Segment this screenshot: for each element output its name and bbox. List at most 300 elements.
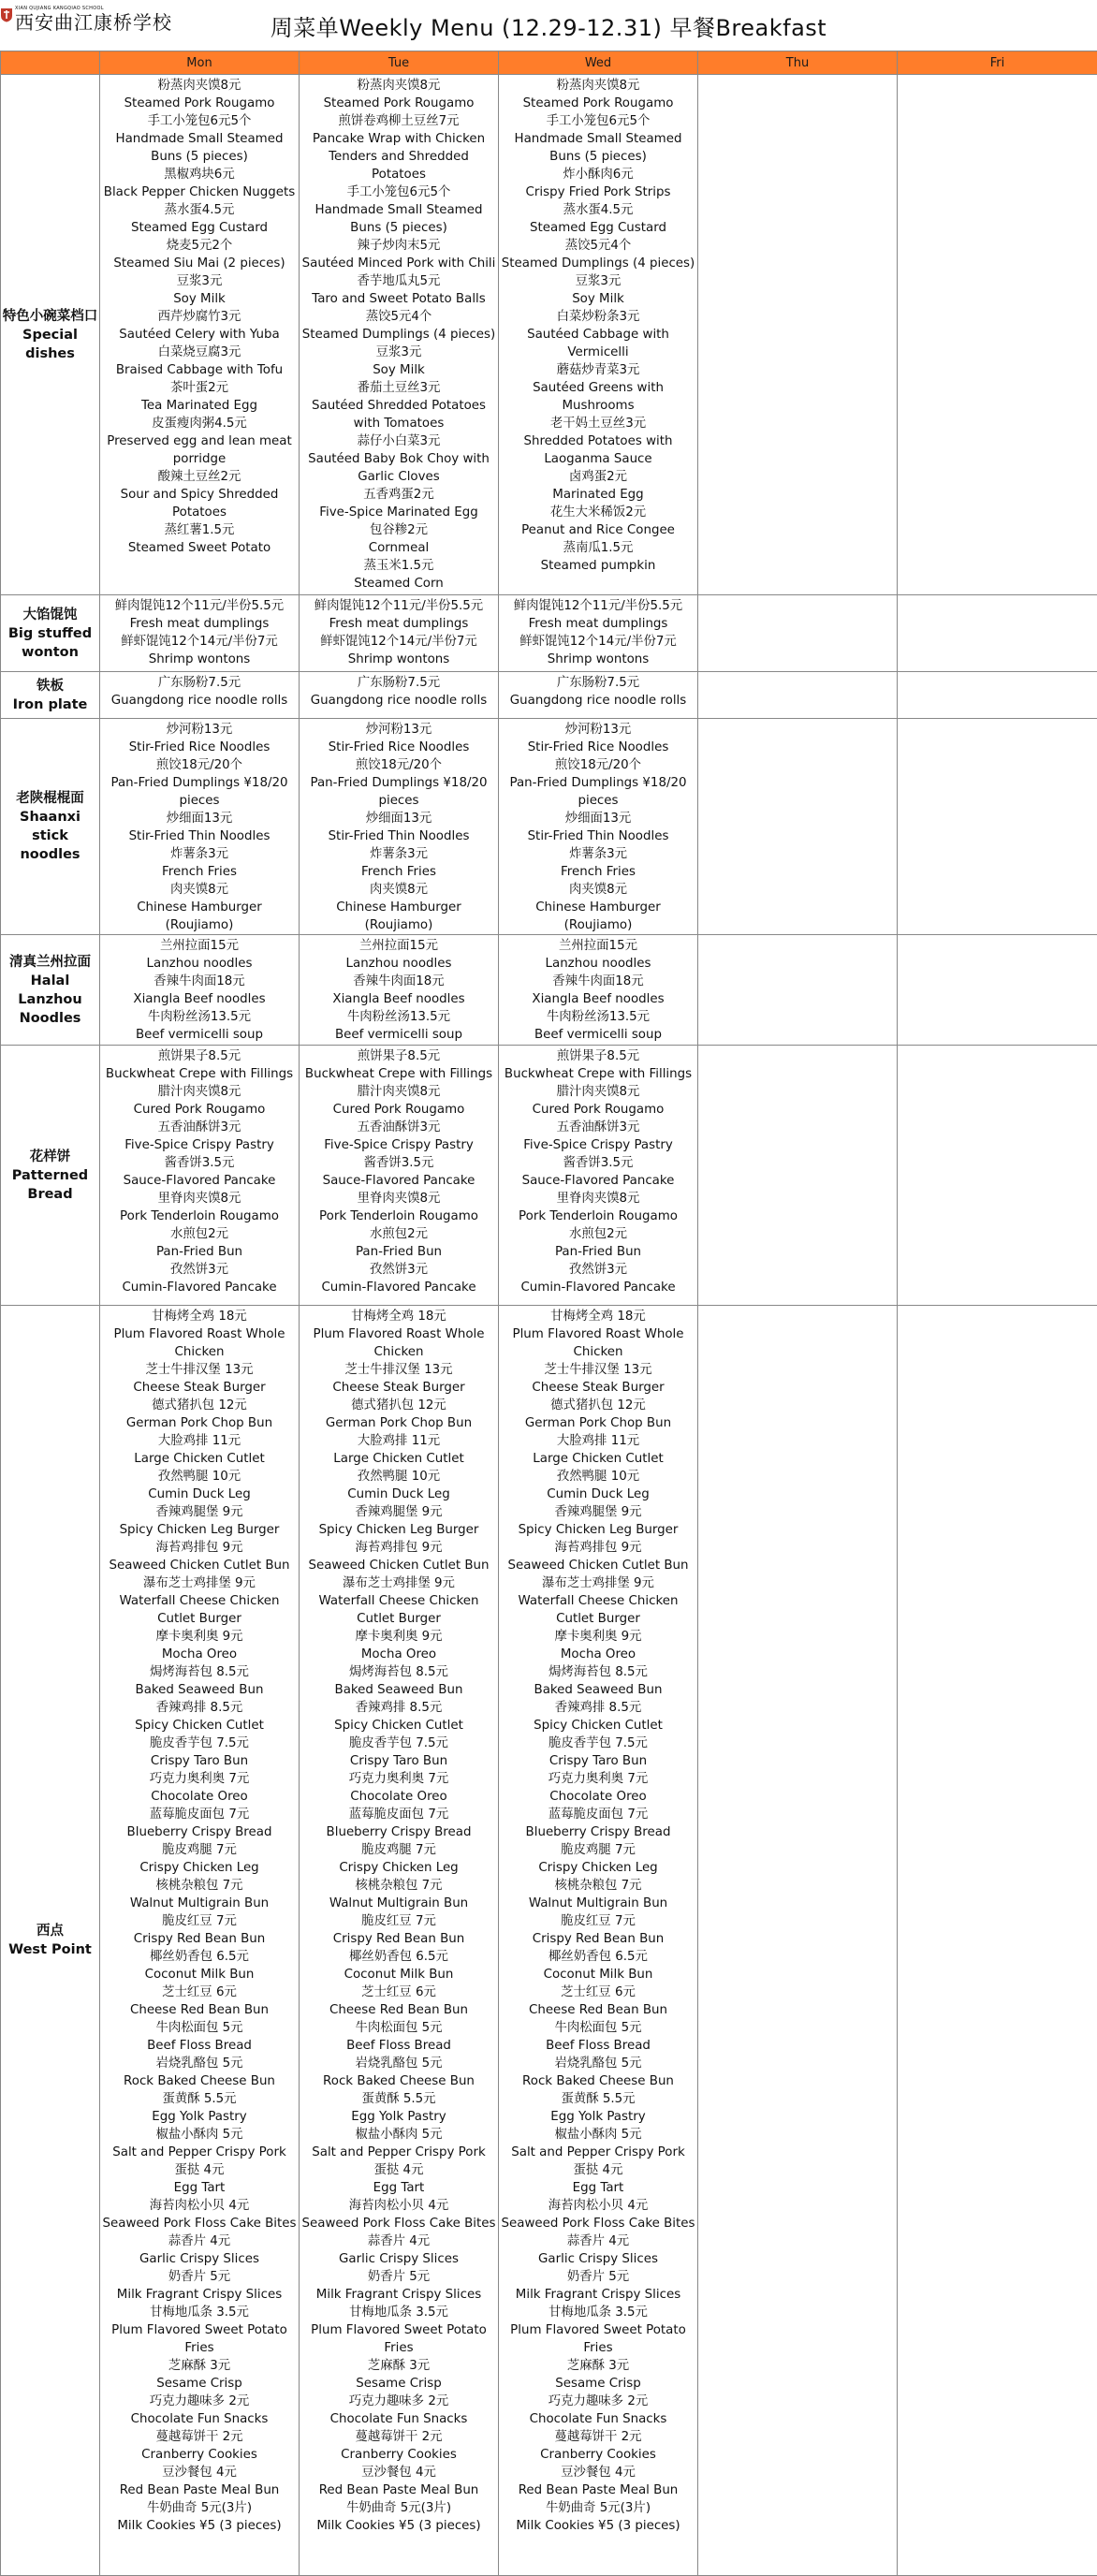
menu-item: 牛肉粉丝汤13.5元 bbox=[300, 1008, 497, 1026]
category-name-en: Iron plate bbox=[1, 695, 99, 714]
menu-item: 煎饺18元/20个 bbox=[101, 756, 298, 774]
menu-item: 脆皮鸡腿 7元 bbox=[300, 1841, 497, 1859]
day-menu-cell bbox=[499, 1306, 698, 2576]
menu-item: Pan-Fried Dumplings ¥18/20 pieces bbox=[500, 774, 696, 810]
menu-item: Beef Floss Bread bbox=[500, 2037, 696, 2055]
menu-item: Stir-Fried Rice Noodles bbox=[300, 739, 497, 756]
menu-item: 广东肠粉7.5元 bbox=[101, 674, 298, 692]
day-menu-cell bbox=[698, 935, 898, 1046]
menu-item: Sour and Spicy Shredded Potatoes bbox=[101, 486, 298, 521]
menu-item: 鲜肉馄饨12个11元/半份5.5元 bbox=[500, 597, 696, 615]
day-menu-cell bbox=[898, 719, 1097, 935]
menu-item: 蒸水蛋4.5元 bbox=[500, 201, 696, 219]
menu-item: 香辣牛肉面18元 bbox=[101, 973, 298, 990]
menu-item: 炸薯条3元 bbox=[101, 845, 298, 863]
menu-item: 蛋挞 4元 bbox=[101, 2161, 298, 2179]
menu-item: Rock Baked Cheese Bun bbox=[500, 2072, 696, 2090]
menu-item: Milk Cookies ¥5 (3 pieces) bbox=[101, 2517, 298, 2535]
menu-item: Spicy Chicken Leg Burger bbox=[500, 1521, 696, 1539]
menu-item: 五香鸡蛋2元 bbox=[300, 486, 497, 504]
menu-item: Beef vermicelli soup bbox=[101, 1026, 298, 1044]
menu-item: Plum Flavored Roast Whole Chicken bbox=[101, 1325, 298, 1361]
menu-item: Stir-Fried Thin Noodles bbox=[300, 827, 497, 845]
menu-item: 煎饼卷鸡柳土豆丝7元 bbox=[300, 112, 497, 130]
menu-item: Sautéed Baby Bok Choy with Garlic Cloves bbox=[300, 450, 497, 486]
category-name-en: Big stuffed wonton bbox=[1, 624, 99, 662]
menu-item: 蓝莓脆皮面包 7元 bbox=[300, 1806, 497, 1823]
menu-item: Pan-Fried Dumplings ¥18/20 pieces bbox=[300, 774, 497, 810]
menu-item: Cheese Steak Burger bbox=[300, 1379, 497, 1397]
category-name-cn: 铁板 bbox=[1, 677, 99, 695]
menu-item: 牛肉松面包 5元 bbox=[300, 2019, 497, 2037]
menu-item: 煎饺18元/20个 bbox=[500, 756, 696, 774]
menu-item: 海苔肉松小贝 4元 bbox=[101, 2197, 298, 2215]
menu-item: Steamed Pork Rougamo bbox=[500, 95, 696, 112]
menu-item: Crispy Chicken Leg bbox=[300, 1859, 497, 1877]
menu-item: Chinese Hamburger (Roujiamo) bbox=[500, 899, 696, 934]
menu-item: Seaweed Chicken Cutlet Bun bbox=[500, 1557, 696, 1574]
menu-item: 蛋黄酥 5.5元 bbox=[101, 2090, 298, 2108]
menu-item: 酸辣土豆丝2元 bbox=[101, 468, 298, 486]
menu-item: Blueberry Crispy Bread bbox=[101, 1823, 298, 1841]
menu-item: Chocolate Fun Snacks bbox=[300, 2410, 497, 2428]
menu-item: Waterfall Cheese Chicken Cutlet Burger bbox=[101, 1592, 298, 1628]
menu-item: Cumin Duck Leg bbox=[300, 1486, 497, 1503]
menu-item: Waterfall Cheese Chicken Cutlet Burger bbox=[500, 1592, 696, 1628]
day-menu-cell bbox=[300, 719, 499, 935]
menu-item: Cornmeal bbox=[300, 539, 497, 557]
category-name-cn: 老陕棍棍面 bbox=[1, 789, 99, 808]
day-menu-cell bbox=[898, 935, 1097, 1046]
menu-item: 蔓越莓饼干 2元 bbox=[500, 2428, 696, 2446]
category-cell bbox=[1, 672, 100, 719]
menu-item: 椒盐小酥肉 5元 bbox=[300, 2126, 497, 2144]
menu-item: Sesame Crisp bbox=[500, 2375, 696, 2393]
category-name-en: Shaanxi stick noodles bbox=[1, 808, 99, 864]
menu-item: Pancake Wrap with Chicken Tenders and Shredded Potatoes bbox=[300, 130, 497, 183]
menu-item: 豆沙餐包 4元 bbox=[101, 2464, 298, 2481]
menu-item: Handmade Small Steamed Buns (5 pieces) bbox=[300, 201, 497, 237]
menu-item: 蔓越莓饼干 2元 bbox=[101, 2428, 298, 2446]
menu-item: Stir-Fried Thin Noodles bbox=[500, 827, 696, 845]
menu-item: 里脊肉夹馍8元 bbox=[300, 1190, 497, 1208]
menu-item: 蔓越莓饼干 2元 bbox=[300, 2428, 497, 2446]
menu-item: 水煎包2元 bbox=[500, 1225, 696, 1243]
menu-item: Egg Tart bbox=[300, 2179, 497, 2197]
menu-item: Garlic Crispy Slices bbox=[300, 2250, 497, 2268]
menu-item: German Pork Chop Bun bbox=[500, 1414, 696, 1432]
menu-item: 水煎包2元 bbox=[101, 1225, 298, 1243]
menu-item: Cured Pork Rougamo bbox=[300, 1101, 497, 1119]
day-menu-cell bbox=[100, 1306, 300, 2576]
menu-item: 脆皮鸡腿 7元 bbox=[500, 1841, 696, 1859]
menu-item: Steamed Siu Mai (2 pieces) bbox=[101, 255, 298, 272]
menu-item: Guangdong rice noodle rolls bbox=[300, 692, 497, 710]
menu-item: Sesame Crisp bbox=[300, 2375, 497, 2393]
menu-item: 炸薯条3元 bbox=[500, 845, 696, 863]
menu-item: Five-Spice Crispy Pastry bbox=[300, 1136, 497, 1154]
menu-item: Soy Milk bbox=[101, 290, 298, 308]
menu-item: 摩卡奥利奥 9元 bbox=[300, 1628, 497, 1646]
menu-item: 广东肠粉7.5元 bbox=[500, 674, 696, 692]
menu-item: Chocolate Oreo bbox=[500, 1788, 696, 1806]
menu-item: 脆皮香芋包 7.5元 bbox=[101, 1734, 298, 1752]
day-header: Fri bbox=[898, 51, 1097, 75]
day-menu-cell bbox=[898, 75, 1097, 595]
menu-item: 蛋黄酥 5.5元 bbox=[300, 2090, 497, 2108]
menu-item: 巧克力奥利奥 7元 bbox=[500, 1770, 696, 1788]
menu-item: 蒜仔小白菜3元 bbox=[300, 432, 497, 450]
menu-item: 手工小笼包6元5个 bbox=[500, 112, 696, 130]
menu-row bbox=[1, 595, 1097, 672]
menu-item: 焗烤海苔包 8.5元 bbox=[101, 1663, 298, 1681]
menu-item: 牛奶曲奇 5元(3片) bbox=[101, 2499, 298, 2517]
menu-item: Cumin Duck Leg bbox=[500, 1486, 696, 1503]
menu-item: 芝士牛排汉堡 13元 bbox=[101, 1361, 298, 1379]
menu-item: Walnut Multigrain Bun bbox=[101, 1895, 298, 1912]
menu-item: 芝麻酥 3元 bbox=[101, 2357, 298, 2375]
logo-english-text: XIAN QUJIANG KANGQIAO SCHOOL bbox=[15, 6, 172, 11]
menu-item: 炸小酥肉6元 bbox=[500, 166, 696, 183]
menu-item: 巧克力奥利奥 7元 bbox=[300, 1770, 497, 1788]
menu-item: 蛋挞 4元 bbox=[300, 2161, 497, 2179]
menu-item: 粉蒸肉夹馍8元 bbox=[300, 77, 497, 95]
menu-item: Tea Marinated Egg bbox=[101, 397, 298, 415]
day-menu-cell bbox=[100, 75, 300, 595]
menu-item: Beef vermicelli soup bbox=[300, 1026, 497, 1044]
menu-item: French Fries bbox=[500, 863, 696, 881]
day-menu-cell bbox=[300, 1306, 499, 2576]
menu-item: Steamed Pork Rougamo bbox=[300, 95, 497, 112]
menu-item: 孜然饼3元 bbox=[101, 1261, 298, 1279]
menu-item: 煎饺18元/20个 bbox=[300, 756, 497, 774]
category-name-cn: 西点 bbox=[1, 1922, 99, 1940]
menu-item: 白菜烧豆腐3元 bbox=[101, 344, 298, 361]
menu-item: 海苔鸡排包 9元 bbox=[300, 1539, 497, 1557]
menu-item: Stir-Fried Thin Noodles bbox=[101, 827, 298, 845]
menu-item: 包谷糁2元 bbox=[300, 521, 497, 539]
menu-item: Chocolate Oreo bbox=[300, 1788, 497, 1806]
menu-item: 肉夹馍8元 bbox=[300, 881, 497, 899]
menu-item: 腊汁肉夹馍8元 bbox=[300, 1083, 497, 1101]
menu-item: 海苔肉松小贝 4元 bbox=[500, 2197, 696, 2215]
menu-item: Pork Tenderloin Rougamo bbox=[101, 1208, 298, 1225]
menu-table bbox=[0, 51, 1097, 2576]
menu-item: 牛肉松面包 5元 bbox=[101, 2019, 298, 2037]
menu-item: 蒸玉米1.5元 bbox=[300, 557, 497, 575]
menu-item: Stir-Fried Rice Noodles bbox=[500, 739, 696, 756]
menu-item: Seaweed Pork Floss Cake Bites bbox=[101, 2215, 298, 2232]
menu-item: Sauce-Flavored Pancake bbox=[300, 1172, 497, 1190]
menu-item: Steamed Dumplings (4 pieces) bbox=[500, 255, 696, 272]
menu-item: 甘梅地瓜条 3.5元 bbox=[101, 2304, 298, 2321]
menu-item: Baked Seaweed Bun bbox=[500, 1681, 696, 1699]
menu-item: Taro and Sweet Potato Balls bbox=[300, 290, 497, 308]
menu-item: Baked Seaweed Bun bbox=[101, 1681, 298, 1699]
menu-item: 卤鸡蛋2元 bbox=[500, 468, 696, 486]
menu-item: Chinese Hamburger (Roujiamo) bbox=[300, 899, 497, 934]
day-menu-cell bbox=[898, 672, 1097, 719]
menu-item: Seaweed Chicken Cutlet Bun bbox=[101, 1557, 298, 1574]
day-menu-cell bbox=[499, 1046, 698, 1306]
menu-item: Pan-Fried Bun bbox=[500, 1243, 696, 1261]
day-menu-cell bbox=[698, 75, 898, 595]
menu-item: Lanzhou noodles bbox=[300, 955, 497, 973]
menu-item: 核桃杂粮包 7元 bbox=[300, 1877, 497, 1895]
menu-item: Salt and Pepper Crispy Pork bbox=[500, 2144, 696, 2161]
menu-item: 蒜香片 4元 bbox=[101, 2232, 298, 2250]
menu-item: French Fries bbox=[101, 863, 298, 881]
menu-item: 豆浆3元 bbox=[101, 272, 298, 290]
menu-item: Shrimp wontons bbox=[300, 651, 497, 668]
menu-item: 芝士红豆 6元 bbox=[500, 1983, 696, 2001]
menu-item: Pork Tenderloin Rougamo bbox=[300, 1208, 497, 1225]
menu-item: 脆皮红豆 7元 bbox=[101, 1912, 298, 1930]
menu-item: 兰州拉面15元 bbox=[300, 937, 497, 955]
menu-item: Lanzhou noodles bbox=[101, 955, 298, 973]
day-menu-cell bbox=[698, 595, 898, 672]
menu-item: 牛肉粉丝汤13.5元 bbox=[500, 1008, 696, 1026]
day-menu-cell bbox=[499, 672, 698, 719]
menu-item: Buckwheat Crepe with Fillings bbox=[101, 1065, 298, 1083]
menu-item: Handmade Small Steamed Buns (5 pieces) bbox=[500, 130, 696, 166]
menu-item: Walnut Multigrain Bun bbox=[500, 1895, 696, 1912]
menu-item: 孜然饼3元 bbox=[300, 1261, 497, 1279]
menu-item: Sauce-Flavored Pancake bbox=[101, 1172, 298, 1190]
menu-item: 炒河粉13元 bbox=[300, 721, 497, 739]
menu-item: 椰丝奶香包 6.5元 bbox=[101, 1948, 298, 1966]
menu-item: 炸薯条3元 bbox=[300, 845, 497, 863]
menu-item: 蒸水蛋4.5元 bbox=[101, 201, 298, 219]
category-name-en: Patterned Bread bbox=[1, 1166, 99, 1204]
menu-item: 岩烧乳酪包 5元 bbox=[500, 2055, 696, 2072]
menu-item: Cured Pork Rougamo bbox=[101, 1101, 298, 1119]
menu-item: Cheese Steak Burger bbox=[101, 1379, 298, 1397]
menu-item: 海苔肉松小贝 4元 bbox=[300, 2197, 497, 2215]
menu-item: Soy Milk bbox=[300, 361, 497, 379]
day-header: Mon bbox=[100, 51, 300, 75]
menu-item: 鲜虾馄饨12个14元/半份7元 bbox=[500, 633, 696, 651]
menu-item: Lanzhou noodles bbox=[500, 955, 696, 973]
menu-item: Garlic Crispy Slices bbox=[101, 2250, 298, 2268]
menu-item: 孜然鸭腿 10元 bbox=[101, 1468, 298, 1486]
menu-item: 海苔鸡排包 9元 bbox=[101, 1539, 298, 1557]
menu-item: Seaweed Chicken Cutlet Bun bbox=[300, 1557, 497, 1574]
menu-item: Salt and Pepper Crispy Pork bbox=[300, 2144, 497, 2161]
menu-item: Sautéed Minced Pork with Chili bbox=[300, 255, 497, 272]
menu-item: 大脸鸡排 11元 bbox=[500, 1432, 696, 1450]
menu-item: 煎饼果子8.5元 bbox=[500, 1047, 696, 1065]
menu-item: Blueberry Crispy Bread bbox=[500, 1823, 696, 1841]
menu-item: Cumin-Flavored Pancake bbox=[500, 1279, 696, 1296]
menu-item: 脆皮红豆 7元 bbox=[500, 1912, 696, 1930]
menu-item: 蒸红薯1.5元 bbox=[101, 521, 298, 539]
menu-item: Coconut Milk Bun bbox=[101, 1966, 298, 1983]
menu-item: Coconut Milk Bun bbox=[500, 1966, 696, 1983]
menu-item: 酱香饼3.5元 bbox=[300, 1154, 497, 1172]
menu-item: 腊汁肉夹馍8元 bbox=[101, 1083, 298, 1101]
menu-item: Buckwheat Crepe with Fillings bbox=[300, 1065, 497, 1083]
menu-item: 里脊肉夹馍8元 bbox=[500, 1190, 696, 1208]
menu-item: 蒸南瓜1.5元 bbox=[500, 539, 696, 557]
menu-item: 炒细面13元 bbox=[500, 810, 696, 827]
menu-item: 西芹炒腐竹3元 bbox=[101, 308, 298, 326]
menu-item: 蓝莓脆皮面包 7元 bbox=[101, 1806, 298, 1823]
category-name-cn: 清真兰州拉面 bbox=[1, 953, 99, 972]
day-menu-cell bbox=[499, 595, 698, 672]
menu-item: Plum Flavored Sweet Potato Fries bbox=[300, 2321, 497, 2357]
menu-item: Five-Spice Crispy Pastry bbox=[101, 1136, 298, 1154]
menu-item: Rock Baked Cheese Bun bbox=[300, 2072, 497, 2090]
menu-item: 鲜肉馄饨12个11元/半份5.5元 bbox=[101, 597, 298, 615]
menu-item: Garlic Crispy Slices bbox=[500, 2250, 696, 2268]
day-menu-cell bbox=[100, 595, 300, 672]
menu-item: Blueberry Crispy Bread bbox=[300, 1823, 497, 1841]
menu-item: 煎饼果子8.5元 bbox=[101, 1047, 298, 1065]
menu-item: Sautéed Greens with Mushrooms bbox=[500, 379, 696, 415]
menu-item: Mocha Oreo bbox=[101, 1646, 298, 1663]
menu-item: 牛肉松面包 5元 bbox=[500, 2019, 696, 2037]
menu-item: Guangdong rice noodle rolls bbox=[101, 692, 298, 710]
menu-item: Chinese Hamburger (Roujiamo) bbox=[101, 899, 298, 934]
menu-item: 芝麻酥 3元 bbox=[300, 2357, 497, 2375]
menu-item: Seaweed Pork Floss Cake Bites bbox=[500, 2215, 696, 2232]
menu-item: Cumin-Flavored Pancake bbox=[300, 1279, 497, 1296]
day-menu-cell bbox=[499, 935, 698, 1046]
menu-item: 甘梅地瓜条 3.5元 bbox=[300, 2304, 497, 2321]
menu-item: Chocolate Fun Snacks bbox=[500, 2410, 696, 2428]
menu-item: Sautéed Shredded Potatoes with Tomatoes bbox=[300, 397, 497, 432]
menu-item: Milk Cookies ¥5 (3 pieces) bbox=[500, 2517, 696, 2535]
menu-item: 蛋黄酥 5.5元 bbox=[500, 2090, 696, 2108]
day-menu-cell bbox=[698, 1306, 898, 2576]
menu-item: Spicy Chicken Cutlet bbox=[300, 1717, 497, 1734]
menu-item: 蒸饺5元4个 bbox=[500, 237, 696, 255]
menu-item: 瀑布芝士鸡排堡 9元 bbox=[101, 1574, 298, 1592]
menu-item: 孜然鸭腿 10元 bbox=[300, 1468, 497, 1486]
menu-item: Xiangla Beef noodles bbox=[300, 990, 497, 1008]
menu-item: Shrimp wontons bbox=[101, 651, 298, 668]
menu-item: 脆皮红豆 7元 bbox=[300, 1912, 497, 1930]
menu-item: Sauce-Flavored Pancake bbox=[500, 1172, 696, 1190]
menu-item: Crispy Red Bean Bun bbox=[500, 1930, 696, 1948]
menu-item: 椒盐小酥肉 5元 bbox=[500, 2126, 696, 2144]
menu-item: 蓝莓脆皮面包 7元 bbox=[500, 1806, 696, 1823]
menu-item: Large Chicken Cutlet bbox=[101, 1450, 298, 1468]
menu-item: Milk Fragrant Crispy Slices bbox=[101, 2286, 298, 2304]
day-menu-cell bbox=[898, 1046, 1097, 1306]
menu-item: Red Bean Paste Meal Bun bbox=[101, 2481, 298, 2499]
menu-item: Spicy Chicken Leg Burger bbox=[101, 1521, 298, 1539]
menu-item: 脆皮香芋包 7.5元 bbox=[500, 1734, 696, 1752]
menu-item: 肉夹馍8元 bbox=[500, 881, 696, 899]
menu-item: 瀑布芝士鸡排堡 9元 bbox=[500, 1574, 696, 1592]
menu-item: 椰丝奶香包 6.5元 bbox=[300, 1948, 497, 1966]
day-header: Tue bbox=[300, 51, 499, 75]
menu-item: 豆沙餐包 4元 bbox=[300, 2464, 497, 2481]
menu-row bbox=[1, 719, 1097, 935]
menu-item: Waterfall Cheese Chicken Cutlet Burger bbox=[300, 1592, 497, 1628]
menu-item: Large Chicken Cutlet bbox=[300, 1450, 497, 1468]
day-menu-cell bbox=[100, 719, 300, 935]
menu-item: Braised Cabbage with Tofu bbox=[101, 361, 298, 379]
menu-item: Plum Flavored Roast Whole Chicken bbox=[300, 1325, 497, 1361]
menu-item: Pan-Fried Dumplings ¥18/20 pieces bbox=[101, 774, 298, 810]
menu-item: Salt and Pepper Crispy Pork bbox=[101, 2144, 298, 2161]
category-cell bbox=[1, 935, 100, 1046]
menu-item: 肉夹馍8元 bbox=[101, 881, 298, 899]
menu-item: 炒河粉13元 bbox=[101, 721, 298, 739]
page-title: 周菜单Weekly Menu (12.29-12.31) 早餐Breakfast bbox=[0, 9, 1097, 42]
menu-item: Steamed Corn bbox=[300, 575, 497, 593]
menu-item: Sautéed Celery with Yuba bbox=[101, 326, 298, 344]
menu-item: 奶香片 5元 bbox=[300, 2268, 497, 2286]
menu-item: Pan-Fried Bun bbox=[300, 1243, 497, 1261]
menu-item: 煎饼果子8.5元 bbox=[300, 1047, 497, 1065]
menu-item: 五香油酥饼3元 bbox=[500, 1119, 696, 1136]
menu-item: 孜然鸭腿 10元 bbox=[500, 1468, 696, 1486]
menu-item: 香辣鸡排 8.5元 bbox=[101, 1699, 298, 1717]
menu-item: 奶香片 5元 bbox=[101, 2268, 298, 2286]
day-menu-cell bbox=[100, 1046, 300, 1306]
menu-item: 芝士红豆 6元 bbox=[300, 1983, 497, 2001]
menu-item: 鲜虾馄饨12个14元/半份7元 bbox=[101, 633, 298, 651]
menu-item: Beef Floss Bread bbox=[101, 2037, 298, 2055]
menu-item: Red Bean Paste Meal Bun bbox=[500, 2481, 696, 2499]
menu-item: Crispy Taro Bun bbox=[500, 1752, 696, 1770]
day-menu-cell bbox=[300, 75, 499, 595]
menu-item: 豆浆3元 bbox=[500, 272, 696, 290]
menu-item: German Pork Chop Bun bbox=[300, 1414, 497, 1432]
menu-item: Rock Baked Cheese Bun bbox=[101, 2072, 298, 2090]
menu-item: 香辣鸡排 8.5元 bbox=[500, 1699, 696, 1717]
page-header bbox=[0, 0, 1097, 51]
menu-item: 岩烧乳酪包 5元 bbox=[101, 2055, 298, 2072]
menu-item: Walnut Multigrain Bun bbox=[300, 1895, 497, 1912]
menu-item: 牛奶曲奇 5元(3片) bbox=[300, 2499, 497, 2517]
day-menu-cell bbox=[100, 672, 300, 719]
menu-item: French Fries bbox=[300, 863, 497, 881]
menu-item: 德式猪扒包 12元 bbox=[101, 1397, 298, 1414]
menu-item: 蒜香片 4元 bbox=[300, 2232, 497, 2250]
menu-item: Xiangla Beef noodles bbox=[500, 990, 696, 1008]
menu-item: Steamed Sweet Potato bbox=[101, 539, 298, 557]
menu-item: Five-Spice Crispy Pastry bbox=[500, 1136, 696, 1154]
menu-item: 辣子炒肉末5元 bbox=[300, 237, 497, 255]
menu-item: 兰州拉面15元 bbox=[101, 937, 298, 955]
menu-item: Steamed Egg Custard bbox=[101, 219, 298, 237]
menu-item: 豆浆3元 bbox=[300, 344, 497, 361]
menu-item: Milk Cookies ¥5 (3 pieces) bbox=[300, 2517, 497, 2535]
day-menu-cell bbox=[499, 75, 698, 595]
menu-item: 孜然饼3元 bbox=[500, 1261, 696, 1279]
day-menu-cell bbox=[300, 935, 499, 1046]
menu-item: Pork Tenderloin Rougamo bbox=[500, 1208, 696, 1225]
menu-item: 炒河粉13元 bbox=[500, 721, 696, 739]
menu-item: 手工小笼包6元5个 bbox=[101, 112, 298, 130]
menu-item: Coconut Milk Bun bbox=[300, 1966, 497, 1983]
day-menu-cell bbox=[300, 672, 499, 719]
menu-item: Mocha Oreo bbox=[500, 1646, 696, 1663]
menu-row bbox=[1, 1306, 1097, 2576]
menu-item: Egg Tart bbox=[101, 2179, 298, 2197]
menu-item: Steamed Dumplings (4 pieces) bbox=[300, 326, 497, 344]
day-menu-cell bbox=[100, 935, 300, 1046]
category-name-cn: 特色小碗菜档口 bbox=[1, 307, 99, 326]
menu-item: 甘梅地瓜条 3.5元 bbox=[500, 2304, 696, 2321]
menu-item: Peanut and Rice Congee bbox=[500, 521, 696, 539]
menu-item: Handmade Small Steamed Buns (5 pieces) bbox=[101, 130, 298, 166]
